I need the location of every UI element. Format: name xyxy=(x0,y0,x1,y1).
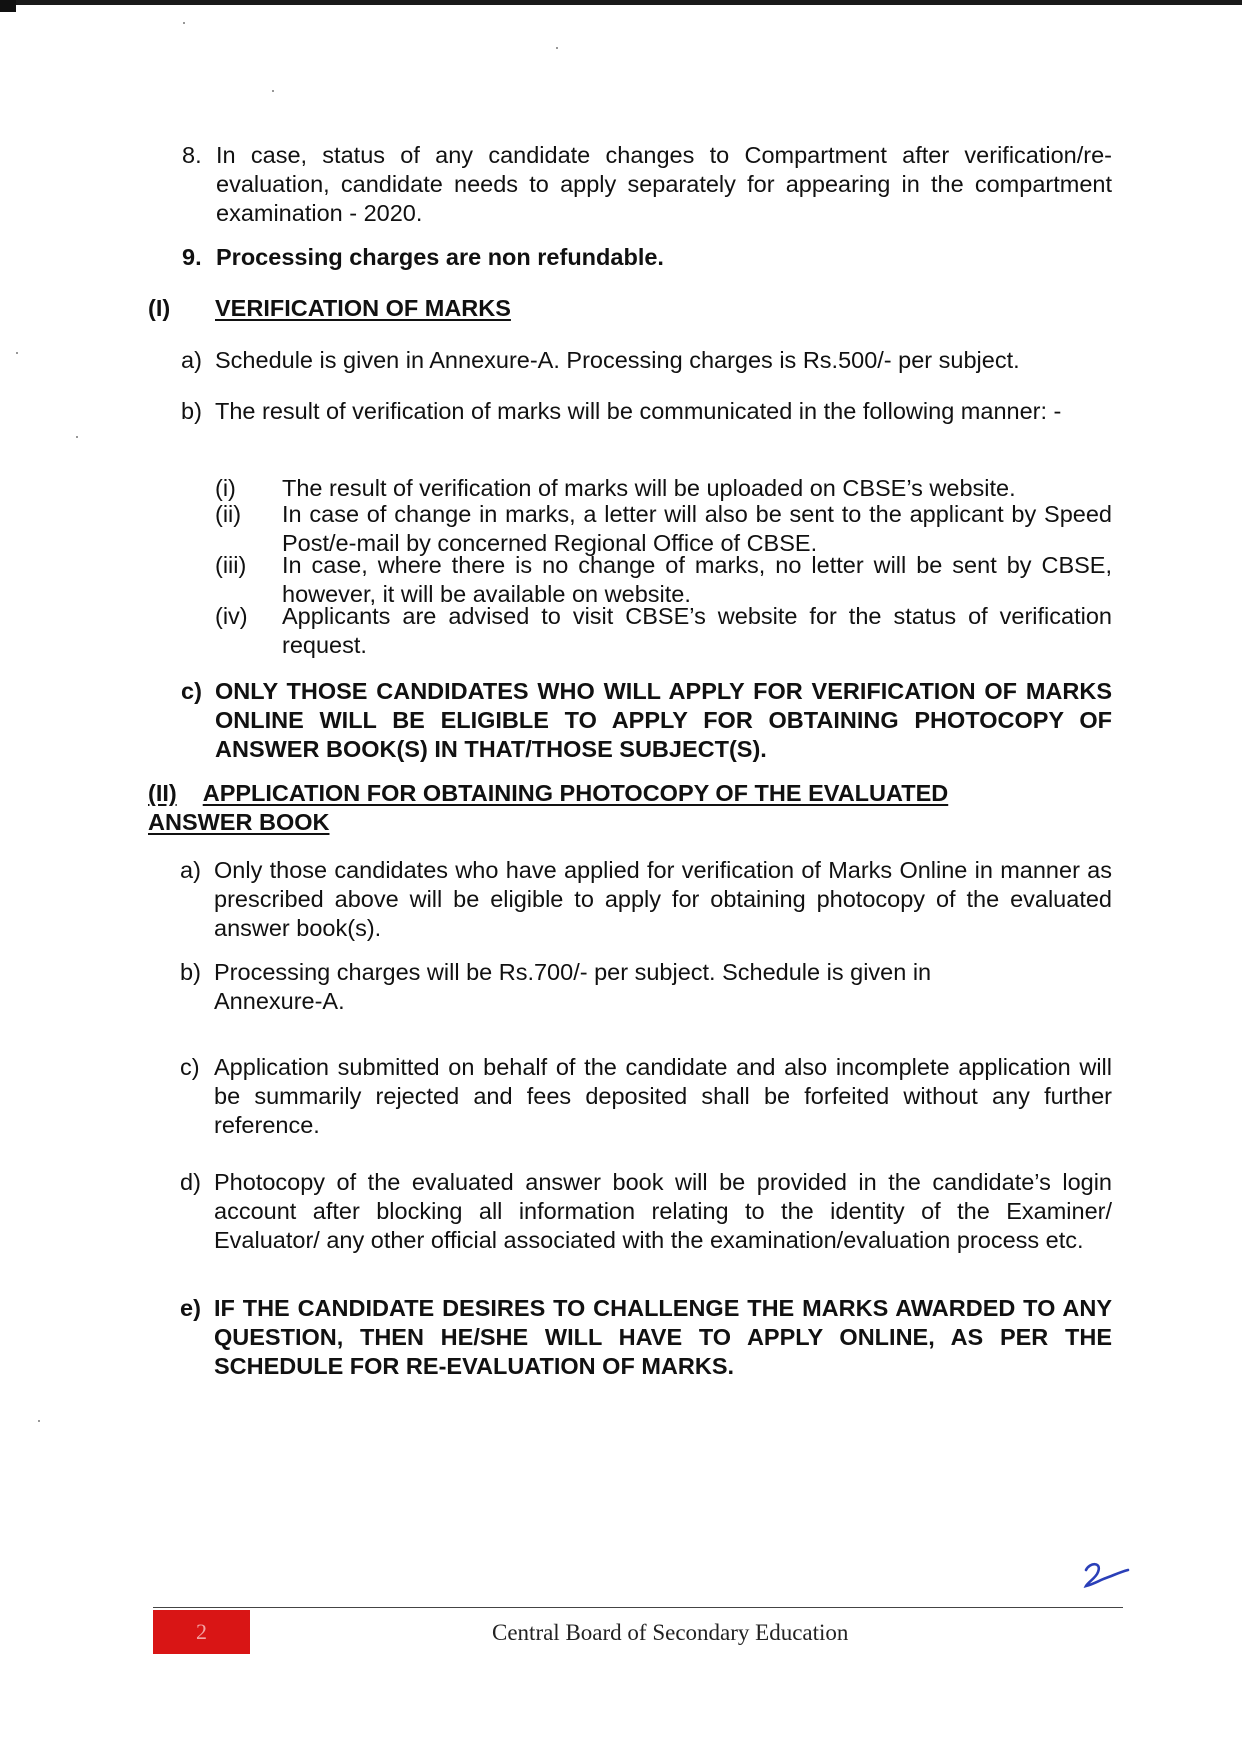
item-label: a) xyxy=(180,857,201,883)
page-number-badge: 2 xyxy=(153,1610,250,1654)
subitem xyxy=(215,551,1112,609)
item-text: Schedule is given in Annexure-A. Processing charges is Rs.500/- per subject. xyxy=(215,347,1020,373)
item-text: Only those candidates who have applied for verification of Marks Online in manner as prescribed above will be eligible to apply for obtaining photocopy of the evaluated answer book(s). xyxy=(214,857,1112,941)
item-number: 8. xyxy=(182,142,202,168)
item-label: e) xyxy=(180,1295,201,1321)
section-2-item-b xyxy=(180,958,1112,1016)
footer-rule xyxy=(153,1607,1123,1608)
subitem-text: Applicants are advised to visit CBSE’s website for the status of verification request. xyxy=(282,603,1112,658)
item-text: Application submitted on behalf of the candidate and also incomplete application will be summarily rejected and fees deposited shall be forfeited without any further reference. xyxy=(214,1054,1112,1138)
item-text: Photocopy of the evaluated answer book will be provided in the candidate’s login account after blocking all information relating to the identity of the Examiner/ Evaluator/ any other official associated with the examination/evaluation process etc. xyxy=(214,1169,1112,1253)
section-1-item-b xyxy=(181,397,1111,426)
subitem-text: The result of verification of marks will be uploaded on CBSE’s website. xyxy=(282,475,1016,501)
section-2-item-c xyxy=(180,1053,1112,1140)
section-number: (II) xyxy=(148,780,177,806)
scan-speck xyxy=(183,22,185,24)
scan-speck xyxy=(16,352,18,354)
item-label: a) xyxy=(181,347,202,373)
item-label: b) xyxy=(181,398,202,424)
subitem xyxy=(215,602,1112,660)
section-2-heading xyxy=(148,779,1108,837)
subitem-label: (iii) xyxy=(215,552,247,578)
section-1-item-c xyxy=(181,677,1112,764)
scan-top-border xyxy=(0,0,1242,5)
handwritten-initials-icon xyxy=(1080,1560,1130,1594)
footer-organization: Central Board of Secondary Education xyxy=(492,1620,849,1645)
scan-speck xyxy=(76,436,78,438)
item-label: c) xyxy=(181,678,202,704)
section-2-item-a xyxy=(180,856,1112,943)
subitem-text: In case of change in marks, a letter will also be sent to the applicant by Speed Post/e-mail by concerned Regional Office of CBSE. xyxy=(282,501,1112,556)
subitem-label: (iv) xyxy=(215,603,248,629)
scan-speck xyxy=(272,90,274,92)
list-item-9 xyxy=(182,243,1112,272)
section-2-item-d xyxy=(180,1168,1112,1255)
scan-speck xyxy=(38,1420,40,1422)
item-label: c) xyxy=(180,1054,200,1080)
item-9-text: Processing charges are non refundable. xyxy=(216,244,664,270)
section-1-item-a xyxy=(181,346,1111,375)
subitem-label: (ii) xyxy=(215,501,242,527)
section-2-item-e xyxy=(180,1294,1112,1381)
item-text: The result of verification of marks will be communicated in the following manner: - xyxy=(215,398,1062,424)
subitem-label: (i) xyxy=(215,475,236,501)
item-label: b) xyxy=(180,959,201,985)
subitem-text: In case, where there is no change of marks, no letter will be sent by CBSE, however, it will be available on website. xyxy=(282,552,1112,607)
item-text-line-1: Processing charges will be Rs.700/- per subject. Schedule is given in xyxy=(214,959,932,985)
subitem xyxy=(215,474,1112,503)
item-number: 9. xyxy=(182,244,202,270)
section-title-line-1: APPLICATION FOR OBTAINING PHOTOCOPY OF THE EVALUATED xyxy=(202,780,949,806)
subitem xyxy=(215,500,1112,558)
item-text: IF THE CANDIDATE DESIRES TO CHALLENGE THE MARKS AWARDED TO ANY QUESTION, THEN HE/SHE WILL HAVE TO APPLY ONLINE, AS PER THE SCHEDULE FOR RE-EVALUATION OF MARKS. xyxy=(214,1295,1112,1379)
item-label: d) xyxy=(180,1169,201,1195)
section-title-line-2: ANSWER BOOK xyxy=(148,809,330,835)
item-text: ONLY THOSE CANDIDATES WHO WILL APPLY FOR VERIFICATION OF MARKS ONLINE WILL BE ELIGIBLE TO APPLY FOR OBTAINING PHOTOCOPY OF ANSWER BOOK(S) IN THAT/THOSE SUBJECT(S). xyxy=(215,678,1112,762)
item-8-text: In case, status of any candidate changes to Compartment after verification/re-evaluation, candidate needs to apply separately for appearing in the compartment examination - 2020. xyxy=(216,142,1112,226)
scan-speck xyxy=(556,47,558,49)
section-title: VERIFICATION OF MARKS xyxy=(215,295,511,321)
section-number: (I) xyxy=(148,295,171,321)
item-text-line-2: Annexure-A. xyxy=(214,988,345,1014)
list-item-8 xyxy=(182,141,1112,228)
scan-corner-mark xyxy=(0,0,16,12)
